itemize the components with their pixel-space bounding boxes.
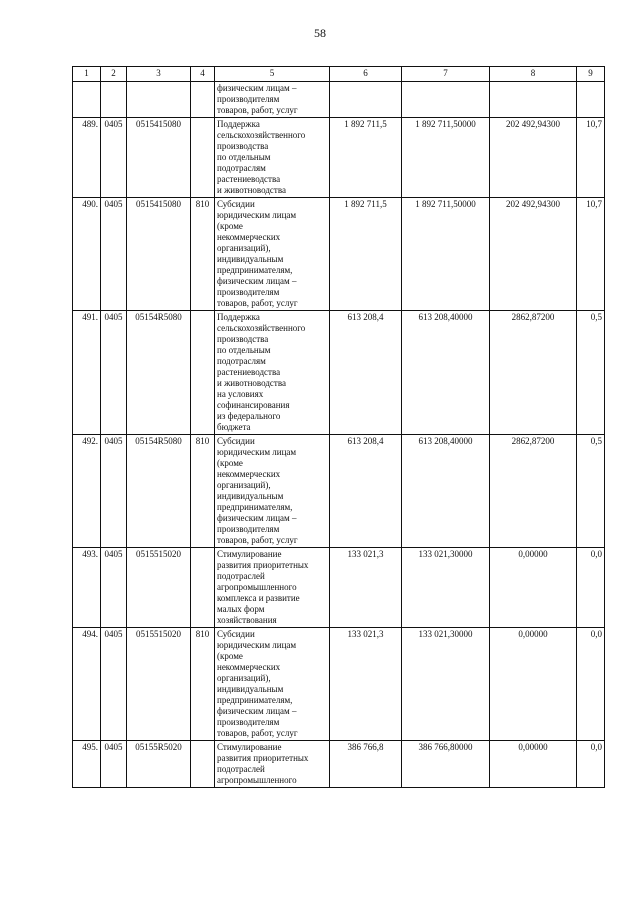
row-description: Субсидии юридическим лицам (кроме некоммерческих организаций), индивидуальным предпринимателям, физическим лицам – производителям товаров, работ, услуг <box>215 435 330 548</box>
row-description: Стимулирование развития приоритетных подотраслей агропромышленного <box>215 741 330 788</box>
amount-value: 133 021,30000 <box>402 548 490 628</box>
section-code: 0405 <box>101 198 127 311</box>
section-code: 0405 <box>101 628 127 741</box>
column-header-2: 2 <box>101 67 127 82</box>
column-header-5: 5 <box>215 67 330 82</box>
percent-value: 10,7 <box>577 118 605 198</box>
plan-value: 386 766,8 <box>330 741 402 788</box>
section-code: 0405 <box>101 118 127 198</box>
percent-value: 0,0 <box>577 628 605 741</box>
plan-value: 613 208,4 <box>330 435 402 548</box>
target-code: 05154R5080 <box>127 311 191 435</box>
expense-type <box>191 741 215 788</box>
column-header-3: 3 <box>127 67 191 82</box>
executed-value: 2862,87200 <box>490 435 577 548</box>
plan-value: 133 021,3 <box>330 628 402 741</box>
section-code: 0405 <box>101 311 127 435</box>
expense-type <box>191 311 215 435</box>
section-code: 0405 <box>101 435 127 548</box>
table-row <box>73 435 605 548</box>
row-number: 495. <box>73 741 101 788</box>
target-code: 0515415080 <box>127 118 191 198</box>
percent-value: 10,7 <box>577 198 605 311</box>
header-row <box>73 67 605 82</box>
row-number: 493. <box>73 548 101 628</box>
row-description: Поддержка сельскохозяйственного производства по отдельным подотраслям растениеводства и животноводства на условиях софинансирования из федерального бюджета <box>215 311 330 435</box>
expense-type <box>191 548 215 628</box>
plan-value: 133 021,3 <box>330 548 402 628</box>
expense-type: 810 <box>191 198 215 311</box>
percent-value: 0,0 <box>577 548 605 628</box>
percent-value: 0,5 <box>577 311 605 435</box>
plan-value: 1 892 711,5 <box>330 198 402 311</box>
column-header-9: 9 <box>577 67 605 82</box>
column-header-8: 8 <box>490 67 577 82</box>
table-row <box>73 198 605 311</box>
table-row <box>73 311 605 435</box>
amount-value: 1 892 711,50000 <box>402 198 490 311</box>
executed-value: 0,00000 <box>490 741 577 788</box>
row-number: 491. <box>73 311 101 435</box>
amount-value: 386 766,80000 <box>402 741 490 788</box>
executed-value: 0,00000 <box>490 548 577 628</box>
target-code: 0515515020 <box>127 628 191 741</box>
percent-value: 0,0 <box>577 741 605 788</box>
target-code: 0515515020 <box>127 548 191 628</box>
executed-value: 202 492,94300 <box>490 198 577 311</box>
table-row <box>73 118 605 198</box>
table-body <box>73 82 605 788</box>
section-code: 0405 <box>101 741 127 788</box>
table-row <box>73 741 605 788</box>
amount-value: 133 021,30000 <box>402 628 490 741</box>
target-code: 05155R5020 <box>127 741 191 788</box>
executed-value: 0,00000 <box>490 628 577 741</box>
budget-table <box>72 66 605 788</box>
row-number: 490. <box>73 198 101 311</box>
target-code: 0515415080 <box>127 198 191 311</box>
row-number: 492. <box>73 435 101 548</box>
expense-type <box>191 118 215 198</box>
executed-value: 2862,87200 <box>490 311 577 435</box>
executed-value: 202 492,94300 <box>490 118 577 198</box>
table-row <box>73 548 605 628</box>
column-header-1: 1 <box>73 67 101 82</box>
column-header-6: 6 <box>330 67 402 82</box>
row-description: Субсидии юридическим лицам (кроме некоммерческих организаций), индивидуальным предпринимателям, физическим лицам – производителям товаров, работ, услуг <box>215 198 330 311</box>
percent-value: 0,5 <box>577 435 605 548</box>
row-number: 494. <box>73 628 101 741</box>
row-description: Поддержка сельскохозяйственного производства по отдельным подотраслям растениеводства и животноводства <box>215 118 330 198</box>
amount-value: 613 208,40000 <box>402 435 490 548</box>
column-header-4: 4 <box>191 67 215 82</box>
plan-value: 1 892 711,5 <box>330 118 402 198</box>
section-code: 0405 <box>101 548 127 628</box>
column-header-7: 7 <box>402 67 490 82</box>
row-description: Субсидии юридическим лицам (кроме некоммерческих организаций), индивидуальным предпринимателям, физическим лицам – производителям товаров, работ, услуг <box>215 628 330 741</box>
expense-type: 810 <box>191 435 215 548</box>
table-row <box>73 628 605 741</box>
continuation-row <box>73 82 605 118</box>
plan-value: 613 208,4 <box>330 311 402 435</box>
page-number: 58 <box>314 26 326 40</box>
amount-value: 1 892 711,50000 <box>402 118 490 198</box>
continuation-text: физическим лицам – производителям товаров, работ, услуг <box>215 82 330 118</box>
row-description: Стимулирование развития приоритетных подотраслей агропромышленного комплекса и развитие малых форм хозяйствования <box>215 548 330 628</box>
target-code: 05154R5080 <box>127 435 191 548</box>
expense-type: 810 <box>191 628 215 741</box>
row-number: 489. <box>73 118 101 198</box>
amount-value: 613 208,40000 <box>402 311 490 435</box>
